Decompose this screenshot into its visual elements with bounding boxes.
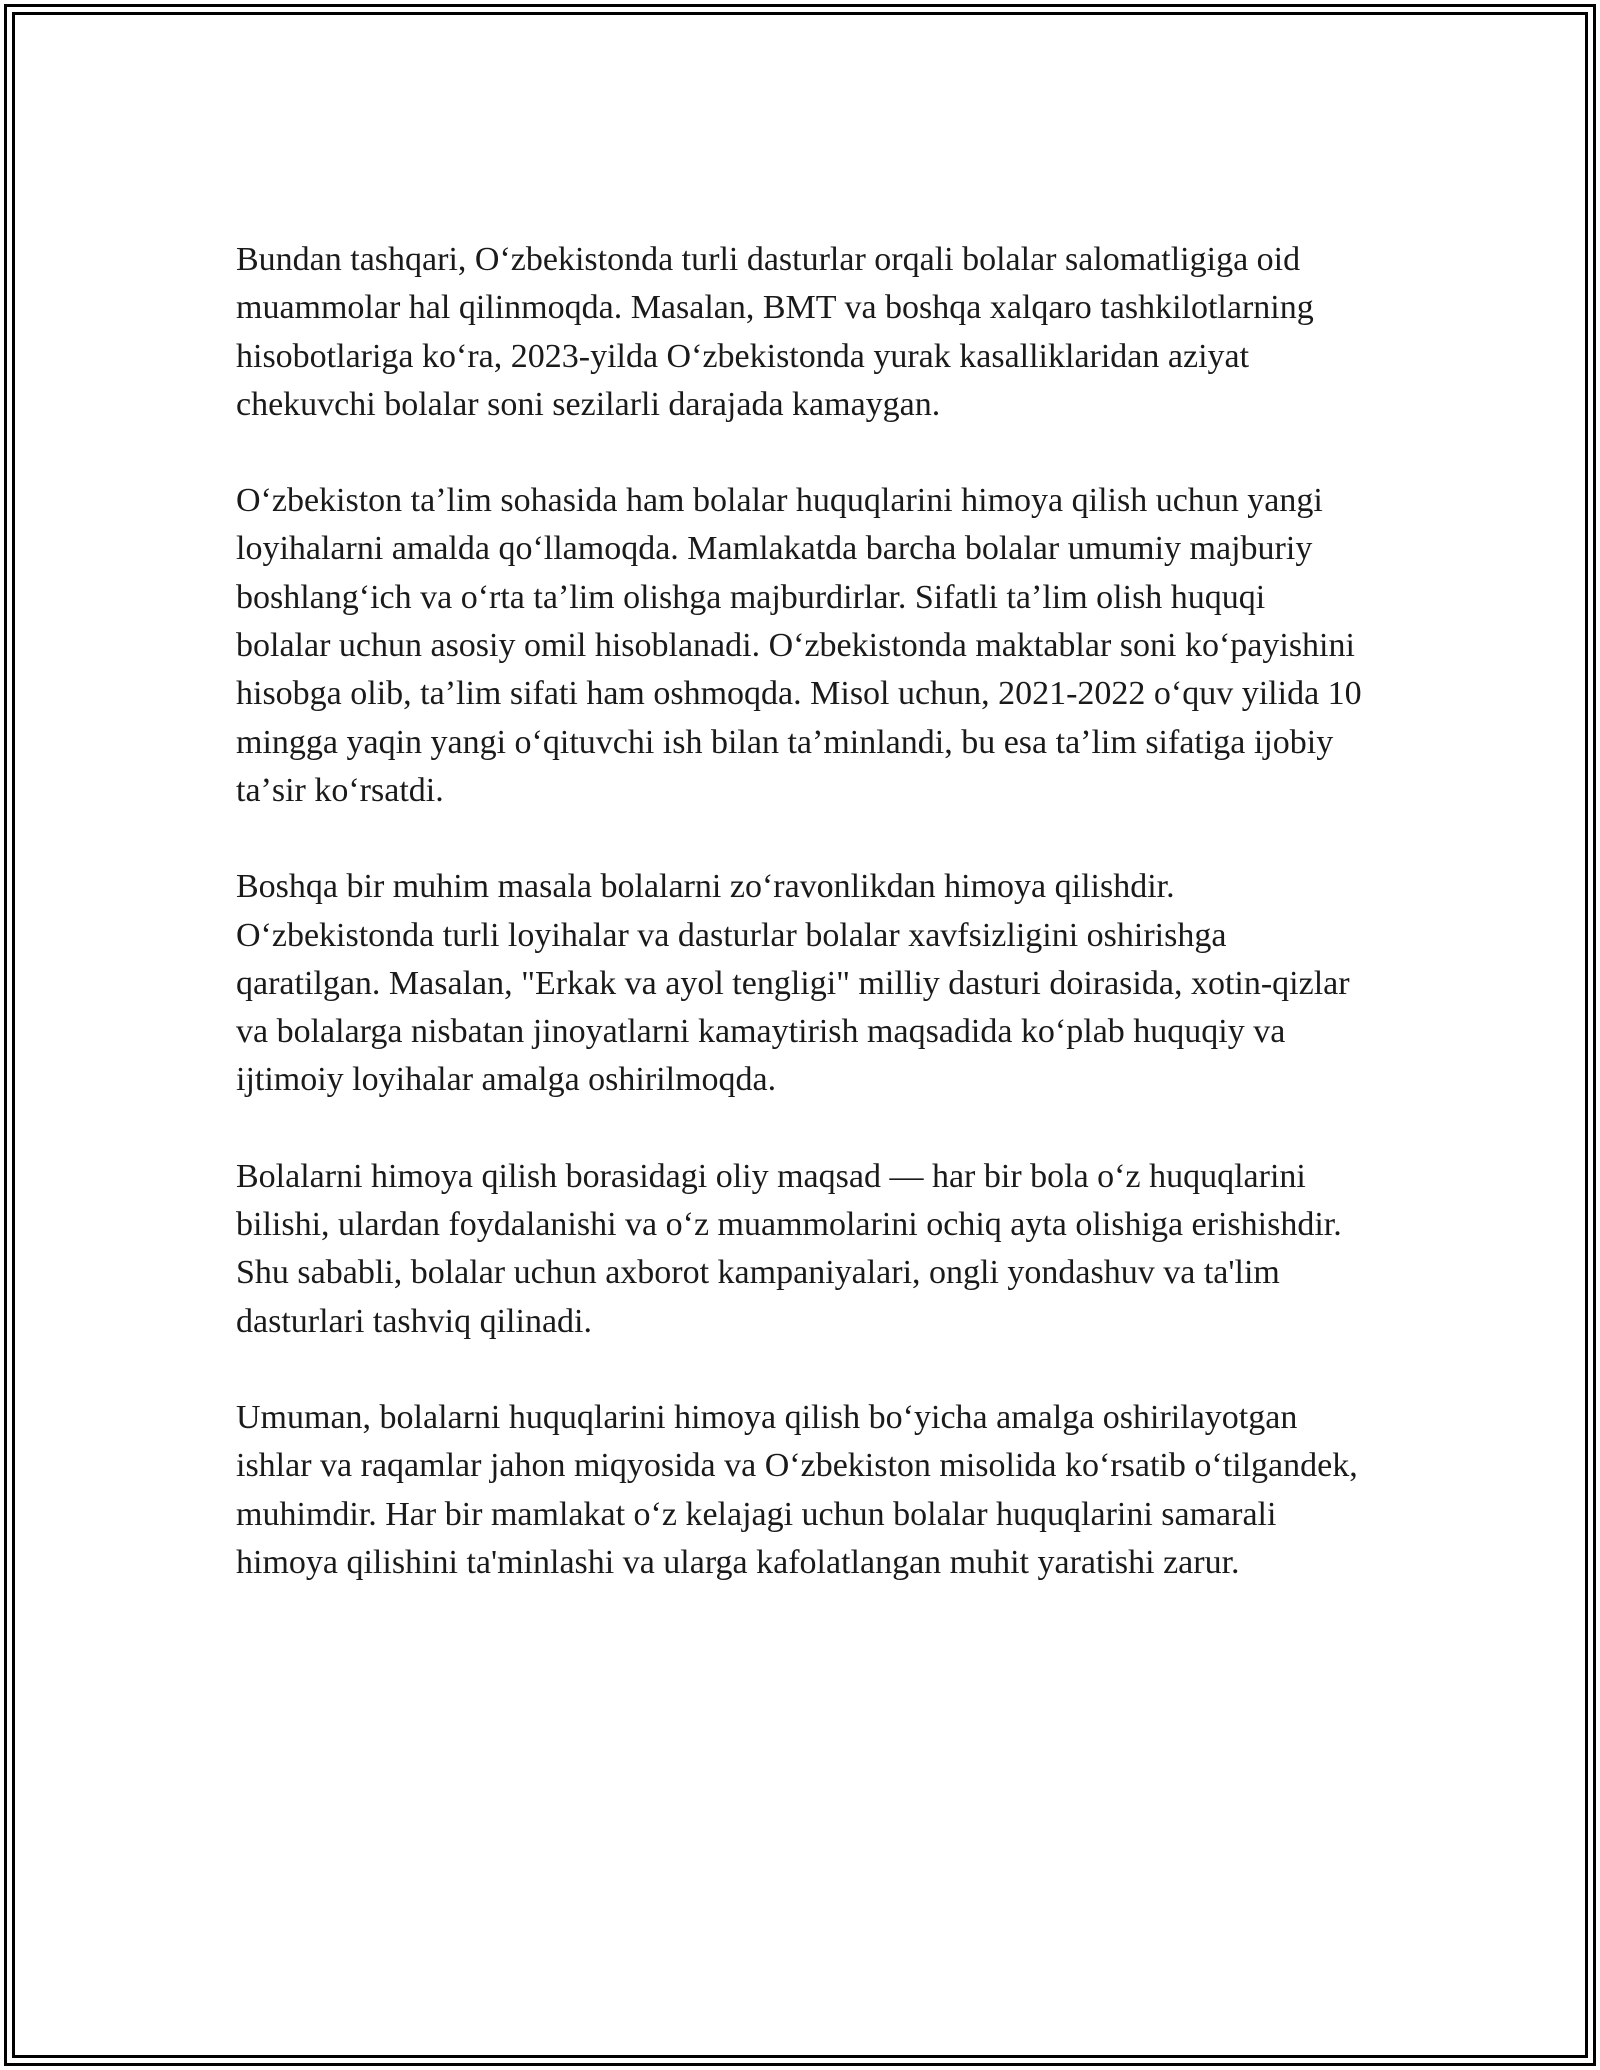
paragraph-violence-protection: Boshqa bir muhim masala bolalarni zoʻravonlikdan himoya qilishdir. Oʻzbekistonda turli loyihalar va dasturlar bolalar xavfsizligini oshirishga qaratilgan. Masalan, "Erkak va ayol tengligi" milliy dasturi doirasida, xotin-qizlar va bolalarga nisbatan jinoyatlarni kamaytirish maqsadida koʻplab huquqiy va ijtimoiy loyihalar amalga oshirilmoqda. <box>236 868 1350 1099</box>
paragraph-goal: Bolalarni himoya qilish borasidagi oliy maqsad — har bir bola oʻz huquqlarini bilishi, ulardan foydalanishi va oʻz muammolarini ochiq ayta olishiga erishishdir. Shu sababli, bolalar uchun axborot kampaniyalari, ongli yondashuv va ta'lim dasturlari tashviq qilinadi. <box>236 1157 1342 1340</box>
paragraph-education: Oʻzbekiston taʼlim sohasida ham bolalar huquqlarini himoya qilish uchun yangi loyihalarni amalda qoʻllamoqda. Mamlakatda barcha bolalar umumiy majburiy boshlangʻich va oʻrta taʼlim olishga majburdirlar. Sifatli taʼlim olish huquqi bolalar uchun asosiy omil hisoblanadi. Oʻzbekistonda maktablar soni koʻpayishini hisobga olib, taʼlim sifati ham oshmoqda. Misol uchun, 2021-2022 oʻquv yilida 10 mingga yaqin yangi oʻqituvchi ish bilan taʼminlandi, bu esa taʼlim sifatiga ijobiy taʼsir koʻrsatdi. <box>236 482 1362 809</box>
paragraph-health: Bundan tashqari, Oʻzbekistonda turli dasturlar orqali bolalar salomatligiga oid muammolar hal qilinmoqda. Masalan, BMT va boshqa xalqaro tashkilotlarning hisobotlariga koʻra, 2023-yilda Oʻzbekistonda yurak kasalliklaridan aziyat chekuvchi bolalar soni sezilarli darajada kamaygan. <box>236 241 1314 423</box>
document-body <box>236 236 1366 1635</box>
paragraph-conclusion: Umuman, bolalarni huquqlarini himoya qilish boʻyicha amalga oshirilayotgan ishlar va raqamlar jahon miqyosida va Oʻzbekiston misolida koʻrsatib oʻtilgandek, muhimdir. Har bir mamlakat oʻz kelajagi uchun bolalar huquqlarini samarali himoya qilishini ta'minlashi va ularga kafolatlangan muhit yaratishi zarur. <box>236 1398 1358 1581</box>
